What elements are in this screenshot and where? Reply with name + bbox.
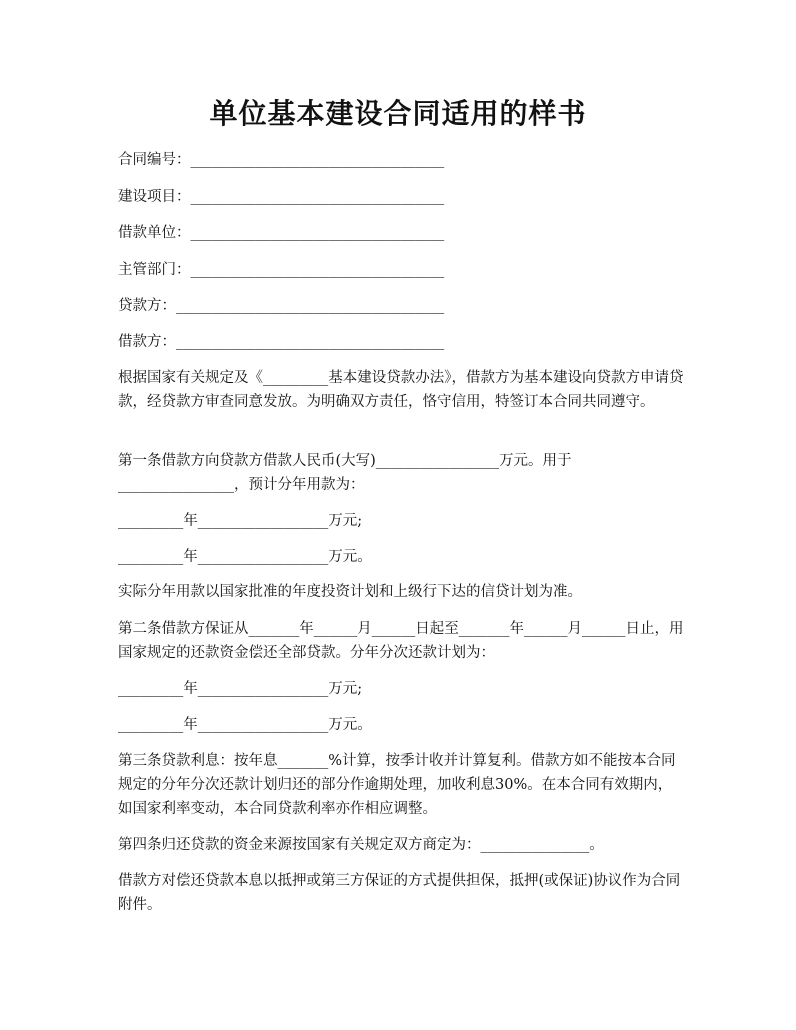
actual-usage-paragraph: 实际分年用款以国家批准的年度投资计划和上级行下达的信贷计划为准。: [118, 584, 582, 600]
article-2-paragraph: 第二条借款方保证从_______年______月______日起至_______年______月______日止，用国家规定的还款资金偿还全部贷款。分年分次还款计划为：: [118, 621, 684, 661]
document-title: 单位基本建设合同适用的样书: [209, 97, 587, 130]
borrower-field: 借款方：_____________________________________: [118, 334, 445, 350]
article-3-paragraph: 第三条贷款利息：按年息_______%计算，按季计收并计算复利。借款方如不能按本合同规定的分年分次还款计划归还的部分作逾期处理，加收利息30%。在本合同有效期内，如国家利率变动，本合同贷款利率亦作相应调整。: [118, 753, 676, 817]
annual-usage-line-1: _________年__________________万元;: [118, 513, 363, 529]
article-4-paragraph: 第四条归还贷款的资金来源按国家有关规定双方商定为：_______________。: [118, 837, 604, 853]
guarantee-paragraph: 借款方对偿还贷款本息以抵押或第三方保证的方式提供担保，抵押(或保证)协议作为合同附件。: [118, 873, 681, 913]
supervising-department-field: 主管部门：___________________________________: [118, 262, 445, 278]
article-1-paragraph: 第一条借款方向贷款方借款人民币(大写)_________________万元。用于________________，预计分年用款为：: [118, 453, 572, 493]
repayment-line-1: _________年__________________万元;: [118, 681, 363, 697]
repayment-line-2: _________年__________________万元。: [118, 717, 372, 733]
contract-number-field: 合同编号：___________________________________: [118, 152, 445, 168]
annual-usage-line-2: _________年__________________万元。: [118, 549, 372, 565]
borrower-unit-field: 借款单位：___________________________________: [118, 225, 445, 241]
preamble-paragraph: 根据国家有关规定及《_________基本建设贷款办法》，借款方为基本建设向贷款方申请贷款，经贷款方审查同意发放。为明确双方责任，恪守信用，特签订本合同共同遵守。: [118, 370, 684, 410]
lender-field: 贷款方：_____________________________________: [118, 298, 445, 314]
construction-project-field: 建设项目：___________________________________: [118, 189, 445, 205]
